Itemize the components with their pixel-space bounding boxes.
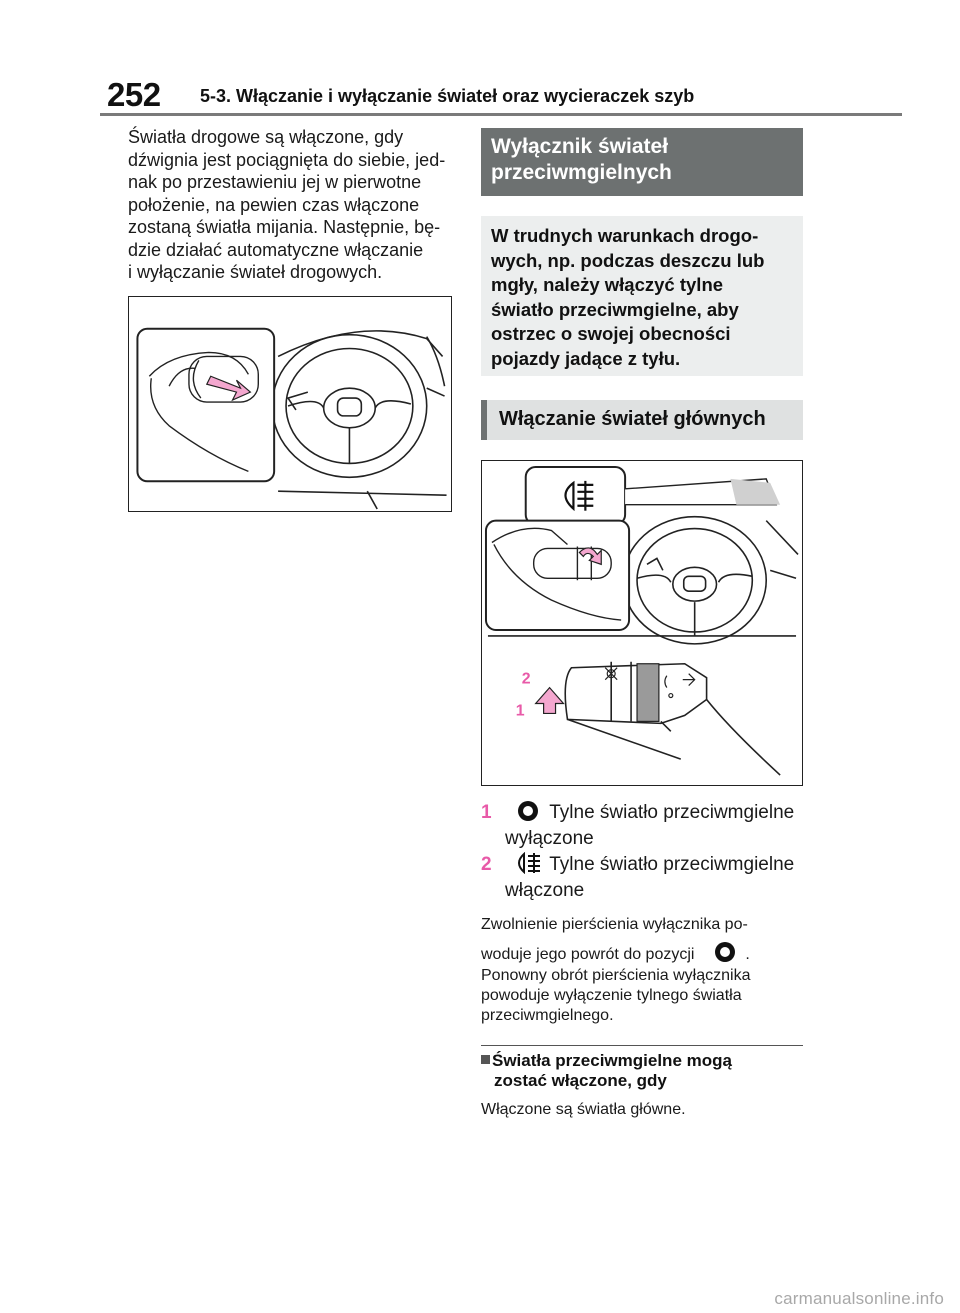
paragraph-line: nak po przestawieniu jej w pierwotne: [128, 172, 422, 192]
item-fog-off: [481, 800, 794, 852]
paragraph-line: zostaną światła mijania. Następnie, bę-: [128, 217, 441, 237]
fog-switch-illustration: [481, 460, 803, 786]
release-line-2: woduje jego powrót do pozycji: [481, 946, 695, 963]
fog-notice-box: [481, 216, 803, 376]
fog-light-off-icon: [707, 941, 741, 963]
fog-switch-drawing: [482, 461, 802, 785]
turn-paragraph: [481, 966, 803, 1026]
item-text: Tylne światło przeciwmgielne: [549, 802, 795, 823]
paragraph-line: dźwignia jest pociągnięta do siebie, jed-: [128, 149, 446, 170]
release-line-1: Zwolnienie pierścienia wyłącznika po-: [481, 916, 748, 933]
item-text: Tylne światło przeciwmgielne: [549, 854, 795, 875]
running-header: 5-3. Włączanie i wyłączanie świateł oraz wycieraczek szyb: [200, 86, 695, 106]
item-text: wyłączone: [505, 828, 594, 849]
notice-line: mgły, należy włączyć tylne: [491, 274, 724, 295]
notice-line: W trudnych warunkach drogo-: [491, 225, 759, 246]
lever-pull-illustration: [128, 296, 452, 512]
paragraph-line: położenie, na pewien czas włączone: [128, 194, 420, 215]
item-number: 2: [481, 854, 492, 875]
notice-line: światło przeciwmgielne, aby: [491, 298, 739, 320]
item-fog-on: [481, 852, 794, 904]
rear-fog-light-icon: [510, 852, 544, 874]
item-number: 1: [481, 802, 492, 823]
item-text: włączone: [505, 880, 585, 901]
paragraph-line: Światła drogowe są włączone, gdy: [128, 127, 404, 147]
fog-conditions-heading: [481, 1051, 803, 1091]
headlights-subsection-title: Włączanie świateł głównych: [481, 400, 803, 440]
paragraph-line: dzie działać automatyczne włączanie: [128, 239, 424, 260]
watermark: carmanualsonline.info: [774, 1289, 944, 1308]
fog-light-off-icon: [510, 800, 544, 822]
callout-2: 2: [521, 670, 531, 688]
release-paragraph: [481, 910, 803, 970]
notice-line: ostrzec o swojej obecności: [491, 323, 731, 344]
high-beam-paragraph: [128, 126, 458, 284]
sub-heading-line: zostać włączone, gdy: [494, 1071, 667, 1090]
paragraph-line: i wyłączanie świateł drogowych.: [128, 262, 383, 282]
lever-pull-drawing: [129, 297, 451, 511]
turn-line: powoduje wyłączenie tylnego światła: [481, 987, 742, 1004]
callout-1: 1: [515, 702, 525, 720]
notice-line: wych, np. podczas deszczu lub: [491, 249, 765, 271]
turn-line: przeciwmgielnego.: [481, 1007, 614, 1024]
sub-heading-line: Światła przeciwmgielne mogą: [492, 1051, 732, 1070]
page-number: 252: [107, 76, 161, 113]
square-bullet-icon: [481, 1055, 490, 1064]
section-title-line: Wyłącznik świateł: [491, 135, 669, 158]
turn-line: Ponowny obrót pierścienia wyłącznika: [481, 967, 751, 984]
fog-switch-section-title: [481, 128, 803, 196]
sub-heading-rule: [481, 1045, 803, 1046]
section-title-line: przeciwmgielnych: [491, 161, 672, 184]
fog-conditions-body: Włączone są światła główne.: [481, 1101, 686, 1118]
release-line-end: .: [745, 946, 750, 963]
header-rule: [100, 113, 902, 116]
notice-line: pojazdy jadące z tyłu.: [491, 347, 681, 369]
